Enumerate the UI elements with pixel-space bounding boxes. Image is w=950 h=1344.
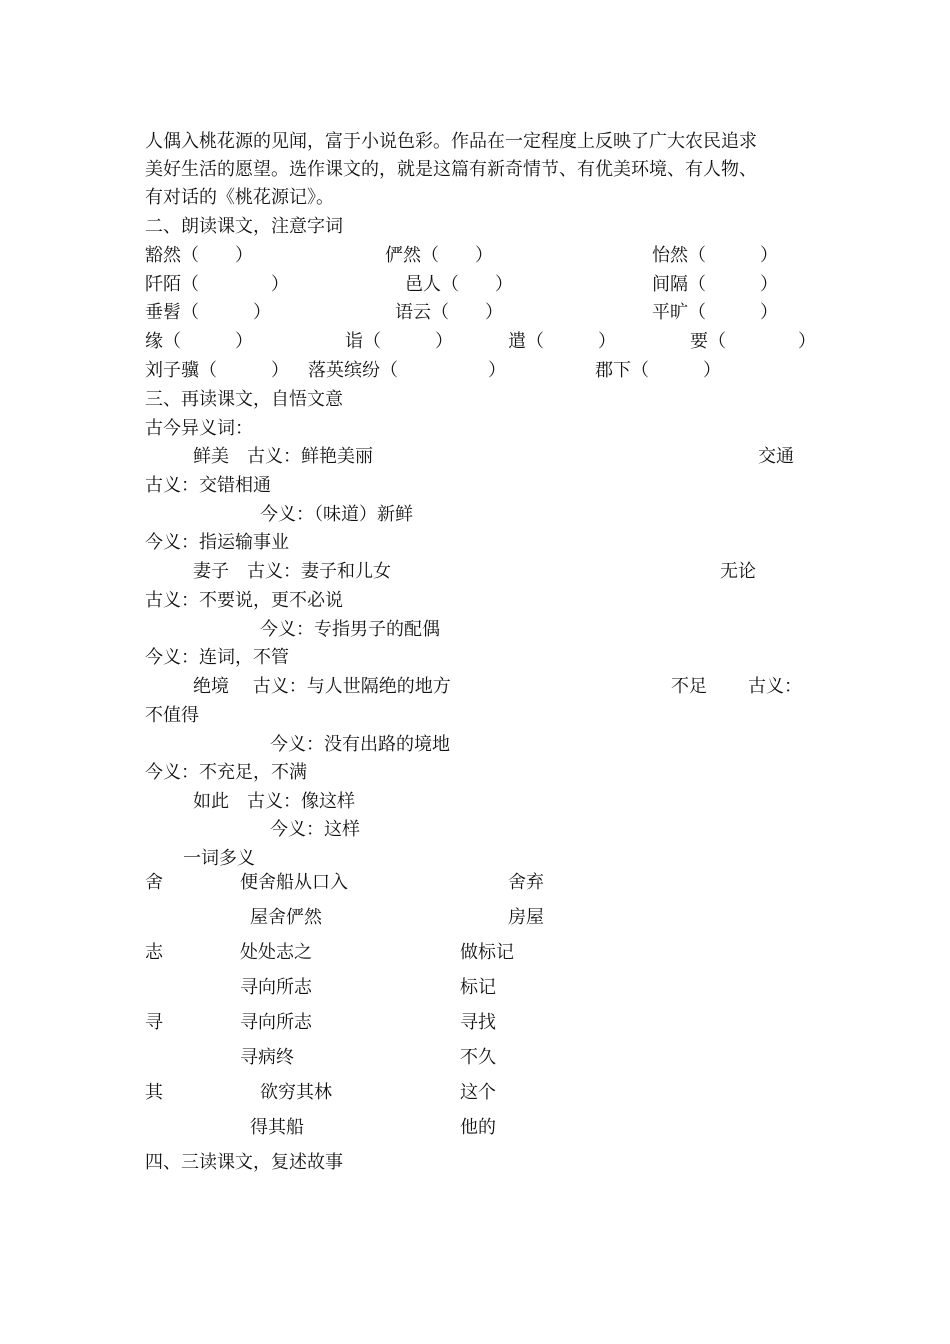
modern-meaning-line: 今义：指运输事业 bbox=[145, 532, 289, 553]
vocab-item: 刘子骥（ ） bbox=[145, 360, 289, 381]
archaic-meaning-label: 古义： bbox=[748, 676, 802, 697]
polysemy-word: 志 bbox=[145, 942, 163, 963]
vocab-item: 要（ ） bbox=[690, 331, 816, 352]
polysemy-meaning: 不久 bbox=[460, 1047, 496, 1068]
polysemy-example: 便舍船从口入 bbox=[240, 872, 348, 893]
archaic-meaning-line: 古义：交错相通 bbox=[145, 475, 271, 496]
vocab-item: 语云（ ） bbox=[395, 302, 503, 323]
polysemy-word: 舍 bbox=[145, 872, 163, 893]
polysemy-word: 其 bbox=[145, 1082, 163, 1103]
archaic-meaning-line: 鲜美 古义：鲜艳美丽 bbox=[193, 446, 373, 467]
archaic-meaning-line: 妻子 古义：妻子和儿女 bbox=[193, 561, 391, 582]
archaic-term: 不足 bbox=[671, 676, 707, 697]
polysemy-example: 处处志之 bbox=[240, 942, 312, 963]
polysemy-meaning: 做标记 bbox=[460, 942, 514, 963]
polysemy-heading: 一词多义 bbox=[183, 848, 255, 869]
vocab-item: 间隔（ ） bbox=[652, 274, 778, 295]
intro-line-2: 美好生活的愿望。选作课文的，就是这篇有新奇情节、有优美环境、有人物、 bbox=[145, 159, 757, 180]
vocab-item: 垂髫（ ） bbox=[145, 302, 271, 323]
polysemy-meaning: 房屋 bbox=[508, 907, 544, 928]
modern-meaning-line: 今义：（味道）新鲜 bbox=[260, 504, 413, 525]
vocab-item: 遣（ ） bbox=[508, 331, 616, 352]
polysemy-example: 寻向所志 bbox=[240, 977, 312, 998]
vocab-item: 俨然（ ） bbox=[385, 245, 493, 266]
vocab-item: 豁然（ ） bbox=[145, 245, 253, 266]
vocab-item: 阡陌（ ） bbox=[145, 274, 289, 295]
polysemy-word: 寻 bbox=[145, 1012, 163, 1033]
subheading-archaic-modern: 古今异义词： bbox=[145, 418, 253, 439]
vocab-item: 平旷（ ） bbox=[652, 302, 778, 323]
modern-meaning-line: 今义：这样 bbox=[270, 819, 360, 840]
archaic-meaning-line: 不值得 bbox=[145, 705, 199, 726]
vocab-item: 邑人（ ） bbox=[405, 274, 513, 295]
intro-line-3: 有对话的《桃花源记》。 bbox=[145, 187, 334, 208]
modern-meaning-line: 今义：不充足，不满 bbox=[145, 762, 307, 783]
polysemy-meaning: 标记 bbox=[460, 977, 496, 998]
vocab-item: 怡然（ ） bbox=[652, 245, 778, 266]
polysemy-example: 寻向所志 bbox=[240, 1012, 312, 1033]
modern-meaning-line: 今义：专指男子的配偶 bbox=[260, 619, 440, 640]
archaic-term: 无论 bbox=[720, 561, 756, 582]
archaic-term: 交通 bbox=[758, 446, 794, 467]
modern-meaning-line: 今义：连词，不管 bbox=[145, 647, 289, 668]
vocab-item: 诣（ ） bbox=[345, 331, 453, 352]
vocab-item: 郡下（ ） bbox=[595, 360, 721, 381]
polysemy-meaning: 舍弃 bbox=[508, 872, 544, 893]
polysemy-example: 欲穷其林 bbox=[260, 1082, 332, 1103]
archaic-meaning-line: 绝境 古义：与人世隔绝的地方 bbox=[193, 676, 451, 697]
polysemy-meaning: 他的 bbox=[460, 1117, 496, 1138]
polysemy-example: 寻病终 bbox=[240, 1047, 294, 1068]
modern-meaning-line: 今义：没有出路的境地 bbox=[270, 734, 450, 755]
vocab-item: 落英缤纷（ ） bbox=[308, 360, 506, 381]
intro-line-1: 人偶入桃花源的见闻，富于小说色彩。作品在一定程度上反映了广大农民追求 bbox=[145, 131, 757, 152]
polysemy-example: 屋舍俨然 bbox=[250, 907, 322, 928]
section-heading-3: 三、再读课文，自悟文意 bbox=[145, 389, 343, 410]
section-heading-4: 四、三读课文，复述故事 bbox=[145, 1152, 343, 1173]
archaic-meaning-line: 如此 古义：像这样 bbox=[193, 791, 355, 812]
section-heading-2: 二、朗读课文，注意字词 bbox=[145, 216, 343, 237]
polysemy-example: 得其船 bbox=[250, 1117, 304, 1138]
vocab-item: 缘（ ） bbox=[145, 331, 253, 352]
archaic-meaning-line: 古义：不要说，更不必说 bbox=[145, 590, 343, 611]
polysemy-meaning: 寻找 bbox=[460, 1012, 496, 1033]
polysemy-meaning: 这个 bbox=[460, 1082, 496, 1103]
